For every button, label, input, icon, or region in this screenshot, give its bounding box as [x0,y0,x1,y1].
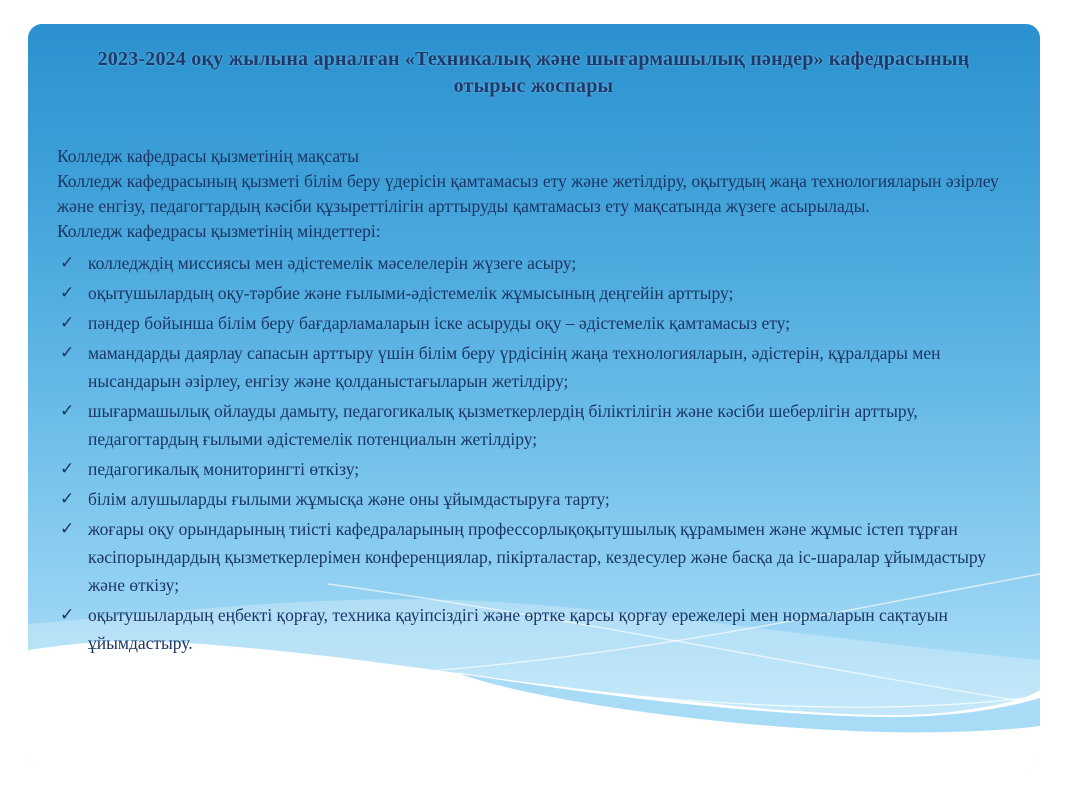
checkmark-icon: ✓ [60,605,75,624]
slide-title-line: отырыс жоспары [453,75,614,97]
bullet-text: шығармашылық ойлауды дамыту, педагогикалық қызметкерлердің біліктілігін және кәсіби шеберлігін арттыру, педагогтардың ғылыми әдістемелік потенциалын жетілдіру; [88,401,918,449]
intro-paragraphs [57,144,1012,244]
slide-title-line: 2023-2024 оқу жылына арналған «Техникалық және шығармашылық пәндер» кафедрасының [97,48,970,70]
bullet-text: білім алушыларды ғылыми жұмысқа және оны ұйымдастыруға тарту; [88,489,610,509]
bullet-item [57,397,1012,453]
bullet-item [57,279,1012,307]
bullet-item [57,249,1012,277]
checkmark-icon: ✓ [60,519,75,538]
checkmark-icon: ✓ [60,343,75,362]
bullet-text: оқытушылардың оқу-тәрбие және ғылыми-әдістемелік жұмысының деңгейін арттыру; [88,283,734,303]
bullet-text: мамандарды даярлау сапасын арттыру үшін білім беру үрдісінің жаңа технологияларын, әдістерін, құралдары мен нысандарын әзірлеу, енгізу және қолданыстағыларын жетілдіру; [88,343,941,391]
slide-title [70,46,997,100]
paragraph: Колледж кафедрасының қызметі білім беру үдерісін қамтамасыз ету және жетілдіру, оқытудың жаңа технологияларын әзірлеу және енгізу, педагогтардың кәсіби құзыреттілігін арттыруды қамтамасыз ету мақсатында жүзеге асырылады. [57,171,999,216]
bullet-text: колледждің миссиясы мен әдістемелік мәселелерін жүзеге асыру; [88,253,577,273]
checkmark-icon: ✓ [60,489,75,508]
checkmark-icon: ✓ [60,459,75,478]
checkmark-icon: ✓ [60,283,75,302]
bullet-text: оқытушылардың еңбекті қорғау, техника қауіпсіздігі және өртке қарсы қорғау ережелері мен нормаларын сақтауын ұйымдастыру. [88,605,948,653]
bullet-item [57,485,1012,513]
bullet-item [57,339,1012,395]
checkmark-icon: ✓ [60,313,75,332]
paragraph: Колледж кафедрасы қызметінің мақсаты [57,146,360,166]
bullet-text: пәндер бойынша білім беру бағдарламаларын іске асыруды оқу – әдістемелік қамтамасыз ету; [88,313,791,333]
bullet-item [57,455,1012,483]
bullet-text: жоғары оқу орындарының тиісті кафедраларының профессорлықоқытушылық құрамымен және жұмыс істеп тұрған кәсіпорындардың қызметкерлерімен конференциялар, пікірталастар, кездесулер және басқа да іс-шаралар ұйымдастыру және өткізу; [88,519,987,595]
bullet-item [57,601,1012,657]
slide-body [57,144,1012,659]
bullet-item [57,515,1012,599]
checkmark-icon: ✓ [60,253,75,272]
bullet-text: педагогикалық мониторингті өткізу; [88,459,360,479]
bullet-item [57,309,1012,337]
bullet-list [57,249,1012,657]
checkmark-icon: ✓ [60,401,75,420]
paragraph: Колледж кафедрасы қызметінің міндеттері: [57,221,381,241]
